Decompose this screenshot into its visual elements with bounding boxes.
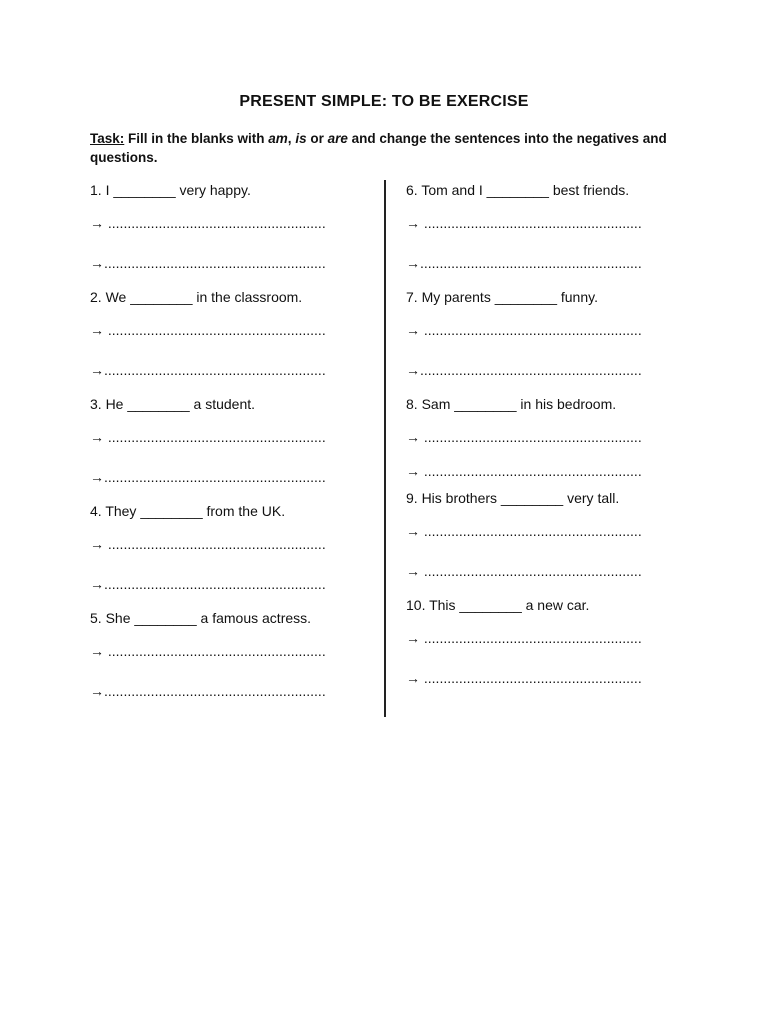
- task-label: Task:: [90, 131, 125, 146]
- exercise-7-sentence: 7. My parents ________ funny.: [406, 289, 598, 305]
- exercise-9-answer-negative[interactable]: → ........................................................: [406, 523, 642, 539]
- exercise-7-answer-question[interactable]: →.........................................................: [406, 362, 642, 378]
- exercise-6-answer-question[interactable]: →.........................................................: [406, 255, 642, 271]
- exercise-4-sentence: 4. They ________ from the UK.: [90, 503, 286, 519]
- task-sep-1: ,: [287, 131, 296, 146]
- exercise-4-answer-negative[interactable]: → ........................................................: [90, 536, 326, 552]
- word-is: is: [295, 131, 307, 146]
- task-text-b: and change the sentences into the negatives and questions.: [90, 131, 667, 165]
- exercise-6-sentence: 6. Tom and I ________ best friends.: [406, 182, 630, 198]
- exercise-5-sentence: 5. She ________ a famous actress.: [90, 610, 312, 626]
- word-are: are: [327, 131, 348, 146]
- exercise-1-answer-negative[interactable]: → ........................................................: [90, 215, 326, 231]
- exercise-10-answer-negative[interactable]: → ........................................................: [406, 630, 642, 646]
- task-text-a: Fill in the blanks with: [124, 131, 269, 146]
- exercise-3-answer-question[interactable]: →.........................................................: [90, 469, 326, 485]
- exercise-8-answer-negative[interactable]: → ........................................................: [406, 429, 642, 445]
- exercise-3-answer-negative[interactable]: → ........................................................: [90, 429, 326, 445]
- exercise-2-answer-negative[interactable]: → ........................................................: [90, 322, 326, 338]
- task-instructions: [90, 129, 690, 167]
- exercise-7-answer-negative[interactable]: → ........................................................: [406, 322, 642, 338]
- exercise-10-sentence: 10. This ________ a new car.: [406, 597, 590, 613]
- exercise-2-sentence: 2. We ________ in the classroom.: [90, 289, 303, 305]
- page-title: PRESENT SIMPLE: TO BE EXERCISE: [239, 93, 529, 110]
- task-sep-2: or: [306, 131, 328, 146]
- exercise-4-answer-question[interactable]: →.........................................................: [90, 576, 326, 592]
- exercise-9-sentence: 9. His brothers ________ very tall.: [406, 490, 620, 506]
- exercise-8-answer-question[interactable]: → ........................................................: [406, 463, 642, 479]
- word-am: am: [268, 131, 288, 146]
- column-divider: [384, 180, 386, 717]
- exercise-8-sentence: 8. Sam ________ in his bedroom.: [406, 396, 617, 412]
- exercise-1-answer-question[interactable]: →.........................................................: [90, 255, 326, 271]
- exercise-6-answer-negative[interactable]: → ........................................................: [406, 215, 642, 231]
- exercise-5-answer-negative[interactable]: → ........................................................: [90, 643, 326, 659]
- exercise-9-answer-question[interactable]: → ........................................................: [406, 563, 642, 579]
- exercise-5-answer-question[interactable]: →.........................................................: [90, 683, 326, 699]
- exercise-2-answer-question[interactable]: →.........................................................: [90, 362, 326, 378]
- exercise-1-sentence: 1. I ________ very happy.: [90, 182, 251, 198]
- exercise-3-sentence: 3. He ________ a student.: [90, 396, 256, 412]
- exercise-10-answer-question[interactable]: → ........................................................: [406, 670, 642, 686]
